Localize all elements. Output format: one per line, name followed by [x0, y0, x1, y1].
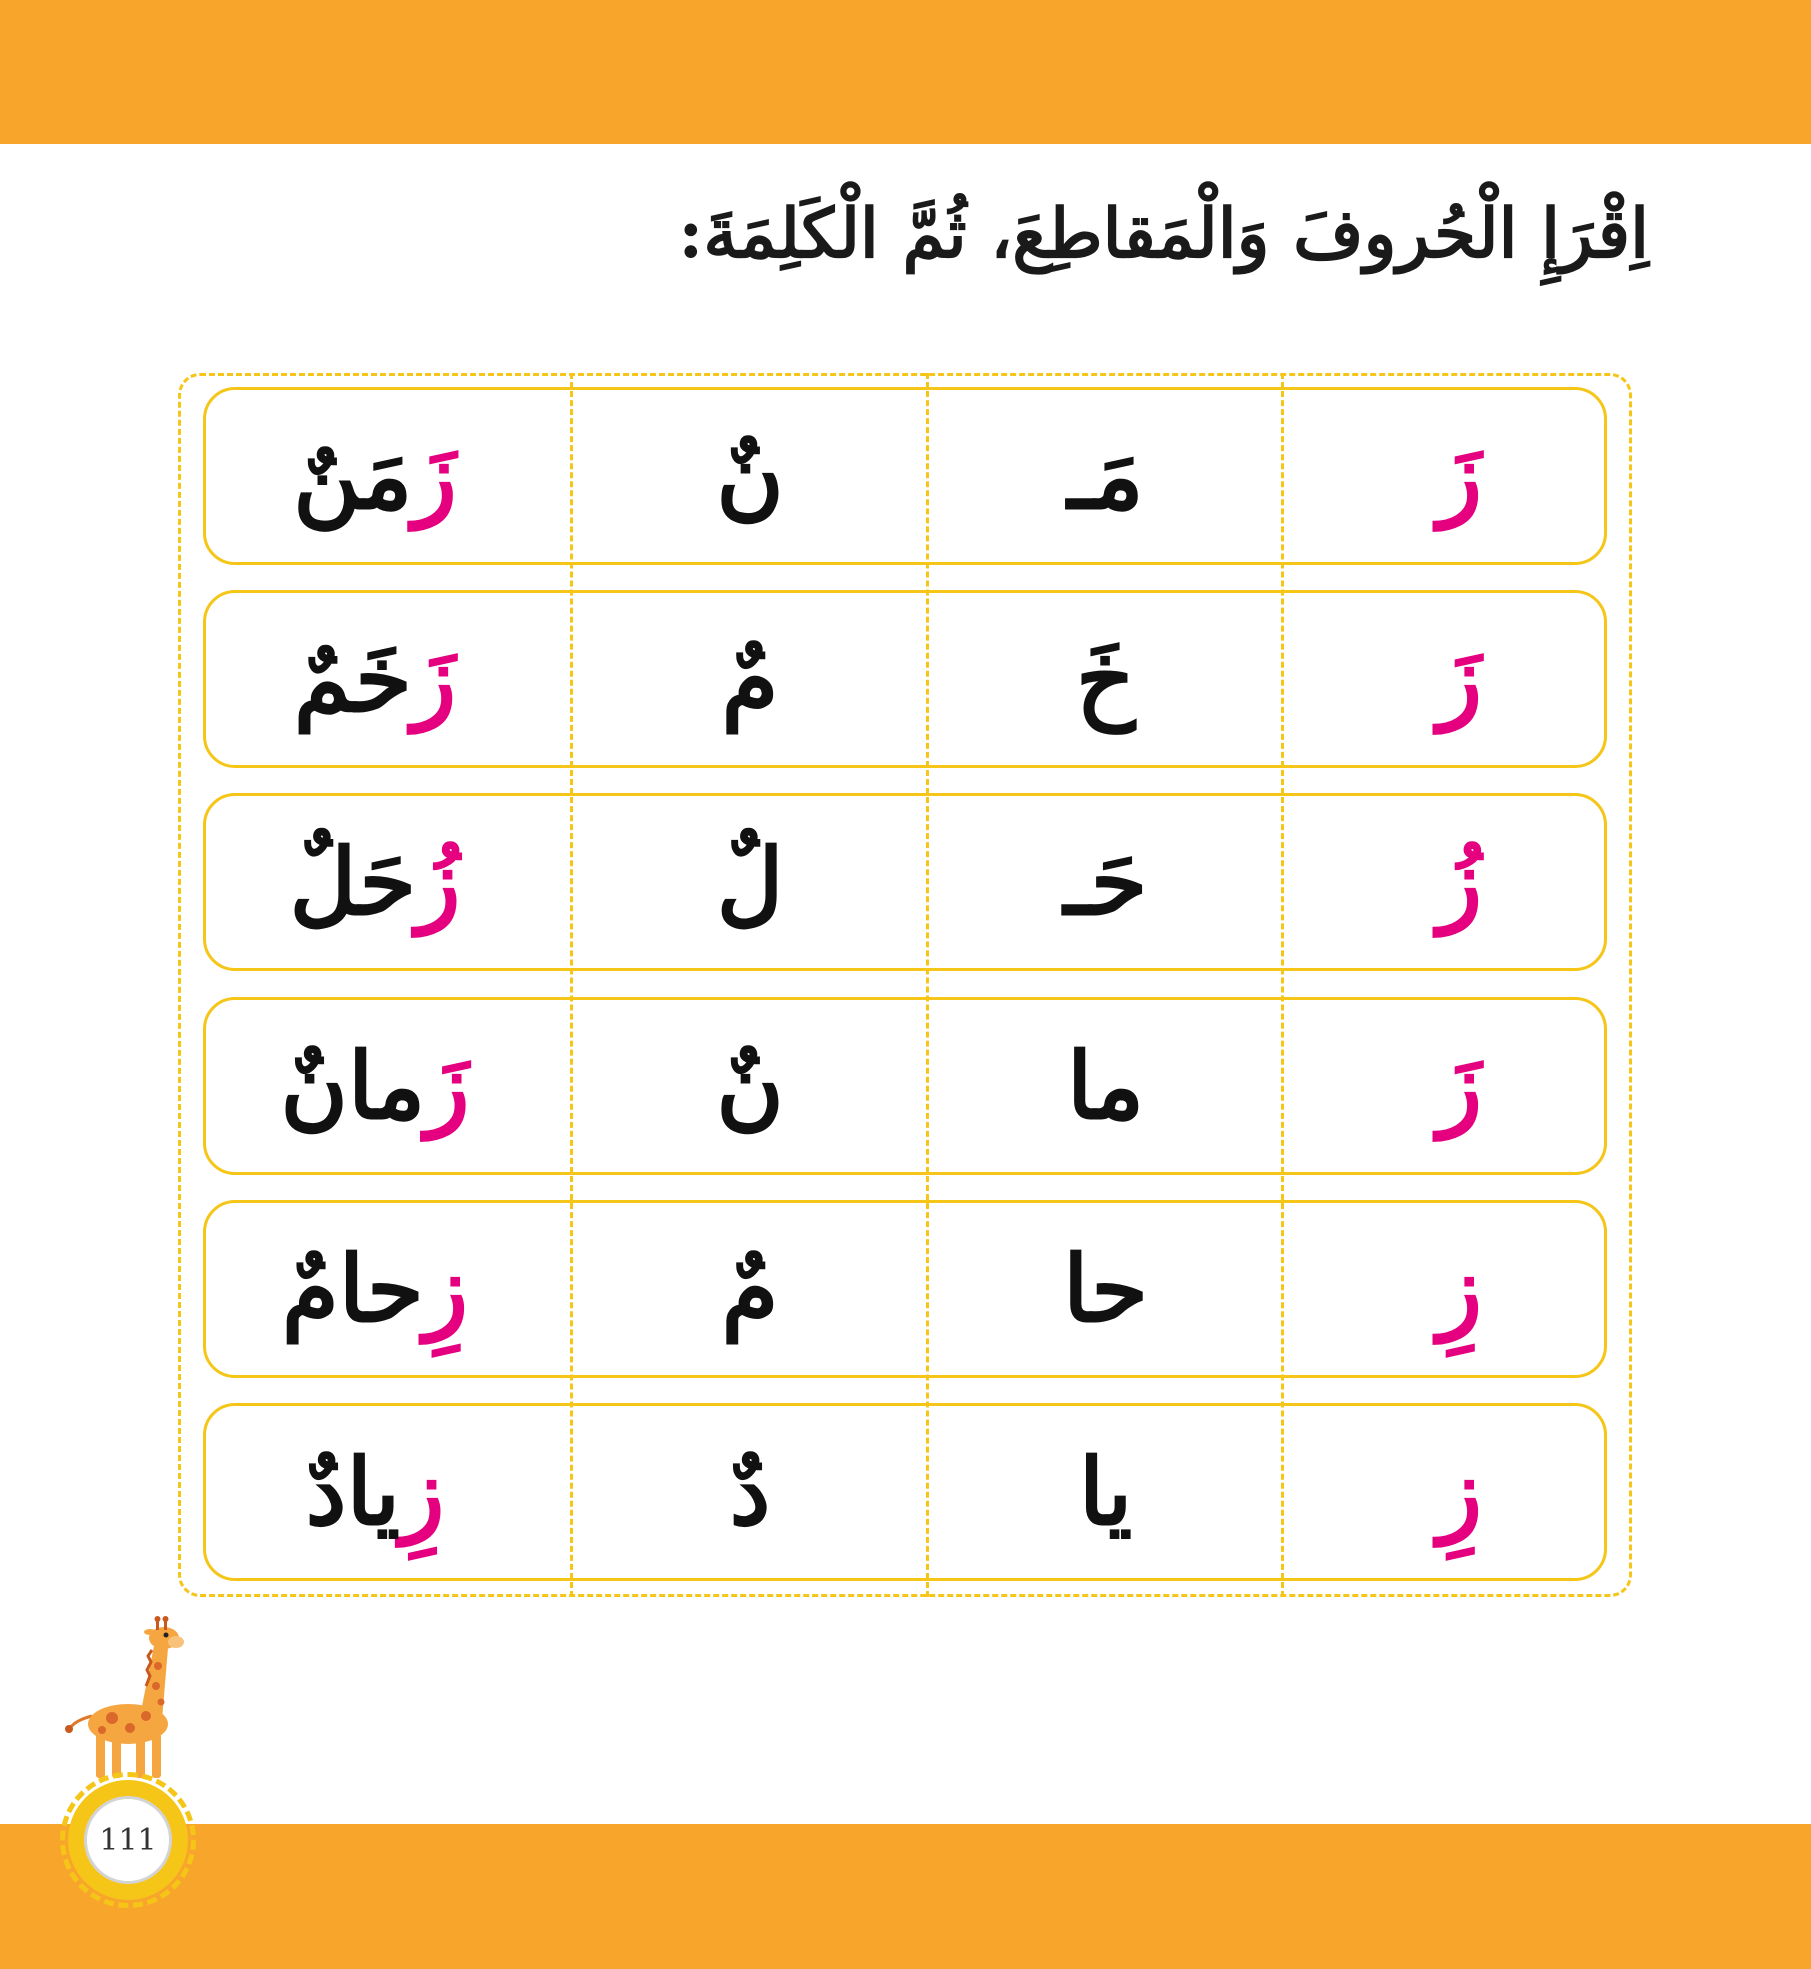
word-first-letter: زِ	[400, 1438, 445, 1546]
giraffe-icon	[62, 1616, 192, 1788]
final-letter-cell: مٌ	[721, 1235, 779, 1343]
highlighted-letter: زِ	[1437, 1235, 1483, 1343]
word-rest: خَمٌ	[293, 625, 412, 733]
word-cell	[178, 793, 572, 971]
bottom-banner	[0, 1824, 1811, 1969]
highlighted-letter: زِ	[1437, 1438, 1483, 1546]
syllable-cell: خَ	[1075, 625, 1136, 733]
page-number: 111	[84, 1796, 172, 1884]
letter-cell	[1283, 793, 1637, 971]
word-first-letter: زَ	[412, 422, 457, 530]
syllable-cell: مَـ	[1067, 422, 1144, 530]
word-rest: حَلٌ	[289, 828, 417, 936]
word-cell	[178, 1200, 572, 1378]
word-rest: حامٌ	[281, 1235, 424, 1343]
letter-cell	[1283, 387, 1637, 565]
word-rest: مانٌ	[280, 1032, 426, 1140]
word-first-letter: زَ	[411, 625, 457, 733]
word-first-letter: زُ	[416, 828, 461, 936]
word-cell	[178, 590, 572, 768]
final-letter-cell: نٌ	[716, 422, 784, 530]
word-first-letter: زِ	[423, 1235, 469, 1343]
page-number-badge	[60, 1772, 196, 1908]
word-rest: يادٌ	[305, 1438, 401, 1546]
letter-cell	[1283, 997, 1637, 1175]
final-letter-cell: مٌ	[721, 625, 779, 733]
final-letter-cell: دٌ	[729, 1438, 771, 1546]
letter-cell	[1283, 590, 1637, 768]
exercise-instruction: اِقْرَإِ الْحُروفَ وَالْمَقاطِعَ، ثُمَّ الْكَلِمَةَ:	[678, 194, 1649, 274]
word-cell	[178, 387, 572, 565]
final-letter-cell: نٌ	[716, 1032, 784, 1140]
word-rest: مَنٌ	[293, 422, 413, 530]
letter-cell	[1283, 1403, 1637, 1581]
highlighted-letter: زَ	[1437, 422, 1483, 530]
final-letter-cell: لٌ	[716, 828, 784, 936]
syllable-cell: ما	[1066, 1032, 1145, 1140]
top-banner	[0, 0, 1811, 144]
highlighted-letter: زَ	[1437, 625, 1483, 733]
word-cell	[178, 1403, 572, 1581]
syllable-cell: حَـ	[1063, 828, 1148, 936]
syllable-cell: يا	[1078, 1438, 1133, 1546]
syllable-cell: حا	[1063, 1235, 1148, 1343]
word-first-letter: زَ	[425, 1032, 470, 1140]
highlighted-letter: زُ	[1437, 828, 1483, 936]
letter-cell	[1283, 1200, 1637, 1378]
word-cell	[178, 997, 572, 1175]
highlighted-letter: زَ	[1437, 1032, 1483, 1140]
